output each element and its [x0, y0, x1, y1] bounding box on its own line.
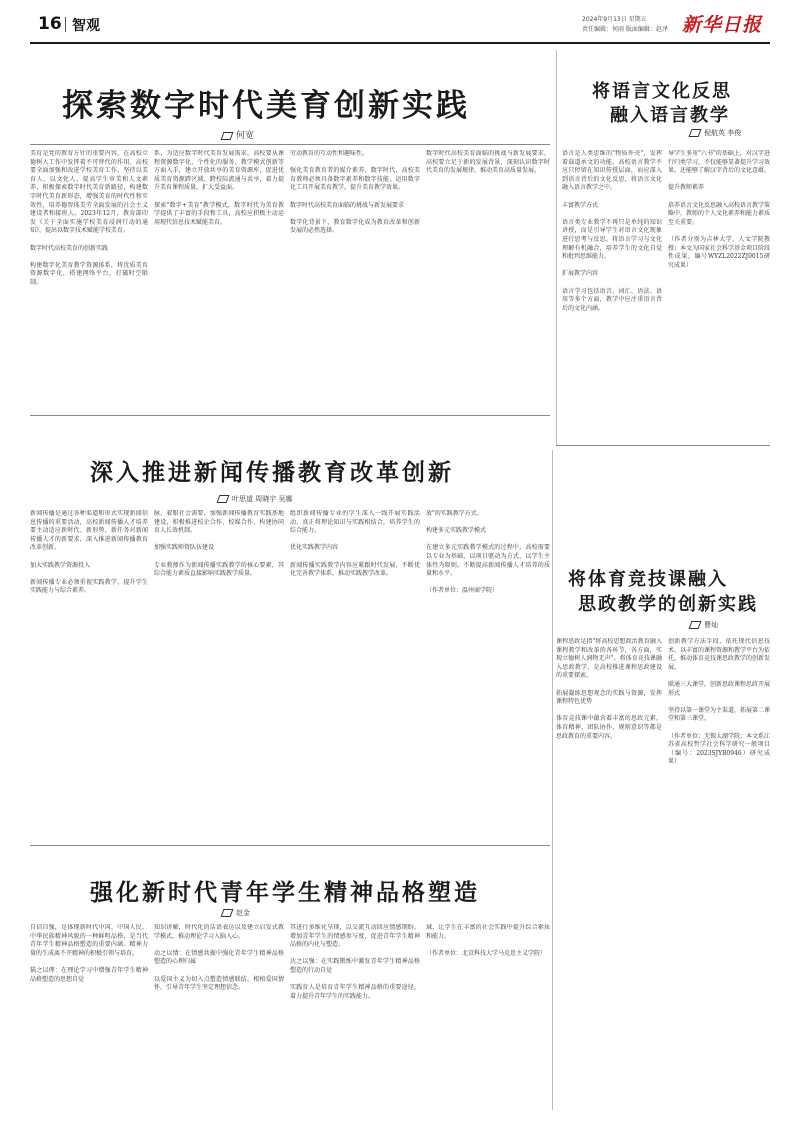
article5-author: 赵金: [236, 909, 250, 917]
pencil-icon: [217, 495, 230, 503]
article5-byline: [222, 908, 250, 918]
article4-author: 曹灿: [704, 621, 718, 629]
header-rule: [30, 42, 770, 44]
article2-title-line2: 融入语言教学: [610, 105, 730, 126]
article3-byline: [218, 494, 292, 504]
article1-title: 探索数字时代美育创新实践: [62, 88, 470, 124]
article4-col1: 课程思政是指"将高校思想政治教育融入课程教学和改革的各环节，各方面，实现立德树人润物无声"。将体育竞技课融入思政教学，是高校推进课程思政建设的重要探索。 拓展凝练思想观念的实践与资源，发挥课程特色优势 体育竞技课中蕴含着丰富的思政元素，体育精神、团队协作、规则意识等都是思政教育的重要内容。: [556, 638, 662, 740]
article3-col1: 新闻传播是通过各种渠道和形式实现新闻信息传播的重要活动，高校新闻传播人才培养要主动适应新时代、新形势、新任务对新闻传播人才的新要求，深入推进新闻传播教育改革创新。 加大实践教学资源投入 新闻传播专业必须重视实践教学，提升学生实践能力与综合素养。: [30, 510, 148, 595]
article5-col4: 域，让学生在丰富的社会实践中提升综合素质和能力。 （作者单位：北京科技大学马克思主义学院）: [426, 924, 550, 957]
article2-col1: 语言是人类思维的"物质外壳"，发挥着载道承文的功能。高校语言教学不应只停留在知识传授层面，而应深入到语言背后的文化反思，将语言文化融入语言教学之中。 丰富教学方式 语言类专业教学不再只是单纯的知识讲授，而是引导学生对语言文化现象进行思考与反思，将语言学习与文化理解有机融合，培养学生的文化自觉和批判思维能力。 扩展教学内容 语言学习包括语音、词汇、语法、语用等多个方面，教学中应注重语言背后的文化内涵。: [562, 150, 662, 312]
article3-title: 深入推进新闻传播教育改革创新: [90, 459, 454, 486]
article1-author: 何宽: [236, 131, 255, 141]
page-number: 16: [38, 14, 62, 34]
article3-top-rule: [30, 415, 550, 416]
article1-col1: 美育是党的教育方针的重要内容，在高校立德树人工作中发挥着不可替代的作用。高校要全面加强和改进学校美育工作，坚持以美育人、以文化人，提高学生审美和人文素养，积极探索数字时代美育新路径，构建数字时代美育新形态，增强美育的时代性和实效性，培养德智体美劳全面发展的社会主义建设者和接班人。2023年12月，教育部印发《关于全面实施学校美育浸润行动的通知》，提出以数字技术赋能学校美育。 数字时代高校美育的创新实践 构建数字化美育教学资源体系，将优质美育资源数字化，搭建网络平台，打破时空限制。: [30, 150, 148, 286]
header-separator-icon: [65, 17, 66, 32]
article3-col2: 脉，着眼社会需要，加强新闻传播教育实践基地建设，积极推进校企合作、校媒合作，构建协同育人长效机制。 加强实践师资队伍建设 专业教师作为新闻传播实践教学的核心要素，其综合能力素质直接影响实践教学质量。: [154, 510, 284, 578]
page-header: [0, 0, 800, 44]
article2-title-line1: 将语言文化反思: [592, 81, 732, 102]
date-line: 2024年9月13日 星期五: [582, 16, 647, 23]
newspaper-logo: 新华日报: [682, 14, 763, 36]
article5-col1: 自信自强，是体现新时代中国、中国人民、中华民族精神风貌的一种鲜明品格，是当代青年学生精神品格塑造的重要内涵。精神力量的生成离不开精神的积极引领与培育。 锚之以理：在理论学习中增强青年学生精神品格塑造的思想自觉: [30, 924, 148, 983]
article2-author: 倪航英 李俊: [704, 129, 742, 137]
section-title: 智观: [72, 18, 100, 34]
article3-col3: 组织新闻传播专业的学生深入一线开展实践活动，真正将理论知识与实践相结合，培养学生的综合能力。 优化实践教学内容 新闻传播实践教学内容应紧跟时代发展，不断优化完善教学体系，推动实践教学改革。: [290, 510, 420, 578]
article2-col2: 导学生多重"六书"的基础上，对汉字进行归类学习，不仅能够显著提升学习效果，还能够了解汉字背后的文化意蕴。 提升教师素养 培养语言文化反思融入高校语言教学策略中，教师的个人文化素养和能力素质至关重要。 （作者分别为吉林大学、人文学院教授；本文为国家社会科学基金项目阶段性成果，编号WYZL2022ZJ0015研究成果）: [668, 150, 770, 269]
article5-top-rule: [30, 845, 550, 846]
article4-byline: [690, 620, 718, 630]
editor-line: 责任编辑：何雨 版面编辑：赵泽: [582, 26, 668, 33]
pencil-icon: [689, 129, 702, 137]
article1-col2: 系，为适应数字时代美育发展需求，高校要从课程资源数字化、个性化的服务、教学模式创新等方面入手，建立开放共享的美育资源库，促进优质美育资源跨区域、跨校际流通与共享，着力提升美育课程质量，扩大受益面。 探索"数字+美育"教学模式，数字时代为美育教学提供了丰富的手段和工具，高校应积极主动运用现代信息技术赋能美育。: [154, 150, 284, 226]
article5-col2: 知识讲解，时代化的话语表达以及建立启发式教学模式，推动理论学习入脑入心。 动之以情：在情感共振中强化青年学生精神品格塑造的心理归属 以爱国主义为切入点塑造情感联结，根植爱国情怀，引导青年学生坚定理想信念。: [154, 924, 284, 992]
article3-col4: 放"的实践教学方式。 构建多元实践教学模式 在建立多元实践教学模式的过程中，高校需要以专业为基础，以项目驱动为方式，以学生主体性为原则，不断提高新闻传播人才培养的质量和水平。 （作者单位：温州商学院）: [426, 510, 550, 595]
article2-byline: [690, 128, 741, 138]
article4-col2: 创新教学方法手段、依托现代信息技术、以丰富的课程资源和教学平台为依托，推动体育竞技课思政教学的创新发展。 联通三大课堂，创新思政课程思政开展形式 坚持以第一课堂为主渠道，拓展第二课堂和第三课堂。 （作者单位：无锡太湖学院；本文系江苏省高校哲学社会科学研究一般项目（编号：2023SJYB0946）研究成果）: [668, 638, 770, 766]
article4-divider: [552, 450, 553, 1110]
article2-divider: [556, 50, 557, 445]
pencil-icon: [689, 621, 702, 629]
article4-title-line2: 思政教学的创新实践: [578, 594, 758, 615]
article5-title: 强化新时代青年学生精神品格塑造: [90, 879, 480, 906]
article1-title-rule: [30, 144, 550, 145]
article5-col3: 其进行多维化呈现，以交流互动回应情感期盼，增加青年学生的情感参与度，促进青年学生精神品格的内化与塑造。 达之以强：在实践锻炼中激发青年学生精神品格塑造的行动自觉 实践育人是培育青年学生精神品格的重要途径，着力提升青年学生的实践能力。: [290, 924, 420, 1000]
article1-col4: 数字时代高校美育面临的挑战与新发展要求，高校要立足于新的发展背景，深刻认识数字时代美育的发展规律，推动美育高质量发展。: [426, 150, 550, 175]
article1-col3: 劳动教育的互动性和趣味性。 强化美育教育者的媒介素养，数字时代，高校美育教师必须具备数字素养和数字技能，运用数字化工具开展美育教学，提升美育教学效果。 数字时代高校美育面临的挑战与新发展要求 数字化背景下，教育数字化成为教育改革和创新发展的必然选择。: [290, 150, 420, 235]
article4-top-rule: [556, 445, 770, 446]
article4-title-line1: 将体育竞技课融入: [568, 569, 728, 590]
article3-author: 叶思道 周晓宇 吴娜: [232, 495, 293, 503]
pencil-icon: [221, 132, 234, 140]
pencil-icon: [221, 909, 234, 917]
article1-byline: [222, 128, 254, 141]
